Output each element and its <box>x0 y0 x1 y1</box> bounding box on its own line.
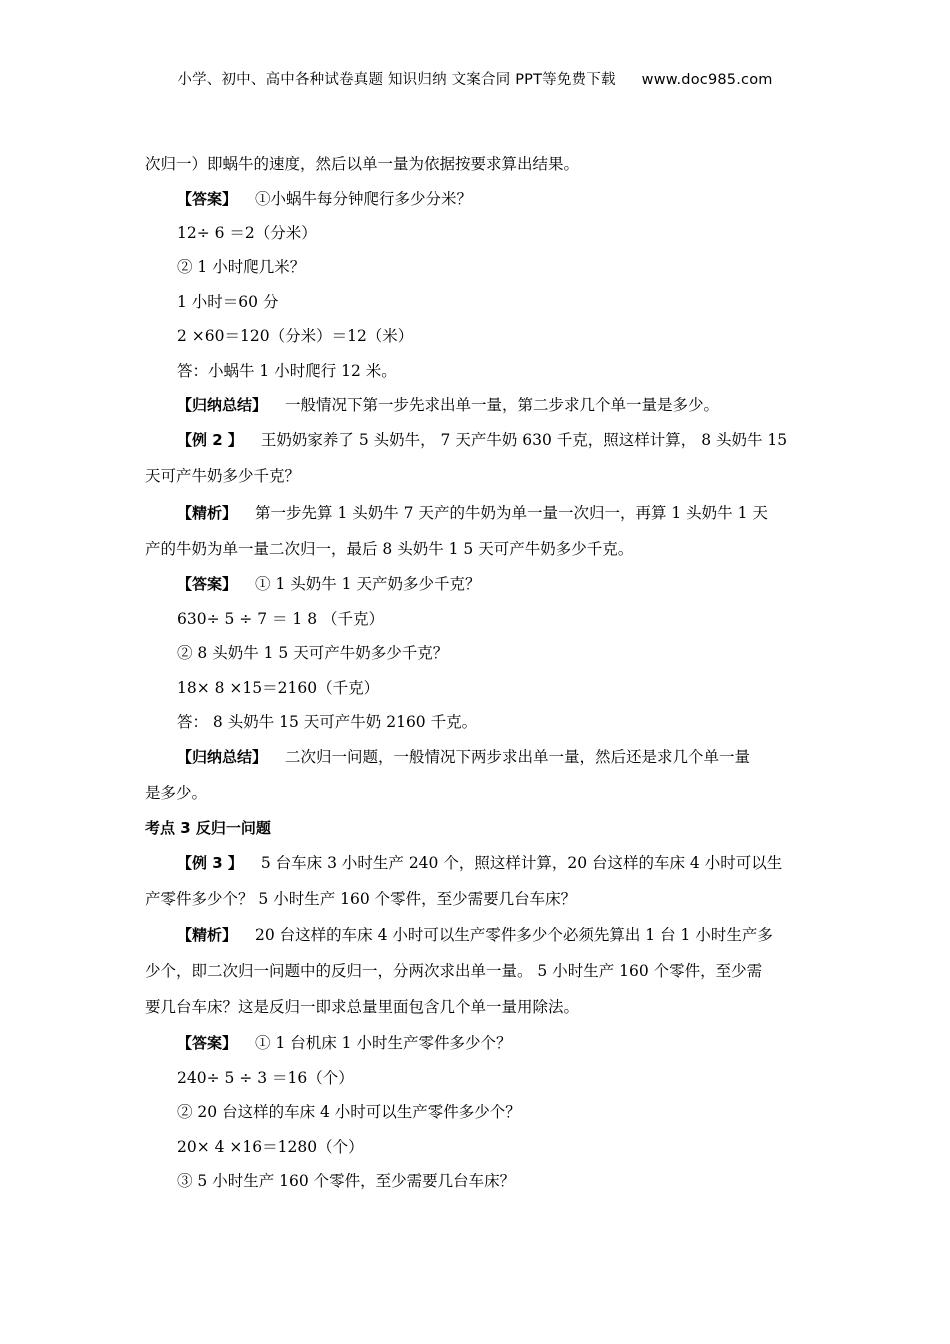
example-line: 【例 2 】 王奶奶家养了 5 头奶牛， 7 天产牛奶 630 千克，照这样计算， 8 头奶牛 15 <box>177 431 788 449</box>
answer-line: 【答案】 ① 1 台机床 1 小时生产零件多少个？ <box>177 1034 512 1052</box>
analysis-line: 【精析】 第一步先算 1 头奶牛 7 天产的牛奶为单一量一次归一，再算 1 头奶牛 1 天 <box>177 504 768 522</box>
text-line: 天可产牛奶多少千克？ <box>145 467 301 485</box>
formula-line: 20× 4 ×16＝1280（个） <box>177 1138 364 1156</box>
text-line: ② 20 台这样的车床 4 小时可以生产零件多少个？ <box>177 1103 521 1121</box>
summary-line: 【归纳总结】 二次归一问题，一般情况下两步求出单一量，然后还是求几个单一量 <box>177 748 751 766</box>
text-line: 次归一）即蜗牛的速度，然后以单一量为依据按要求算出结果。 <box>145 155 580 173</box>
text-line: ③ 5 小时生产 160 个零件，至少需要几台车床？ <box>177 1172 516 1190</box>
text-line: 少个，即二次归一问题中的反归一，分两次求出单一量。 5 小时生产 160 个零件，至少需 <box>145 962 763 980</box>
formula-line: 18× 8 ×15＝2160（千克） <box>177 679 380 697</box>
text-line: 答： 8 头奶牛 15 天可产牛奶 2160 千克。 <box>177 713 478 731</box>
text-line: 要几台车床？这是反归一即求总量里面包含几个单一量用除法。 <box>145 998 580 1016</box>
formula-line: 2 ×60＝120（分米）＝12（米） <box>177 327 414 345</box>
formula-line: 1 小时＝60 分 <box>177 293 279 311</box>
formula-line: 630÷ 5 ÷ 7 ＝ 1 8 （千克） <box>177 610 384 628</box>
header-site: www.doc985.com <box>641 72 773 88</box>
text-line: ② 8 头奶牛 1 5 天可产牛奶多少千克？ <box>177 644 449 662</box>
example-line: 【例 3 】 5 台车床 3 小时生产 240 个，照这样计算，20 台这样的车床 4 小时可以生 <box>177 854 783 872</box>
answer-line: 【答案】 ①小蜗牛每分钟爬行多少分米？ <box>177 190 473 208</box>
text-line: 产零件多少个？ 5 小时生产 160 个零件，至少需要几台车床？ <box>145 890 577 908</box>
header-text: 小学、初中、高中各种试卷真题 知识归纳 文案合同 PPT等免费下载 <box>177 72 616 88</box>
text-line: 产的牛奶为单一量二次归一，最后 8 头奶牛 1 5 天可产牛奶多少千克。 <box>145 540 634 558</box>
section-title: 考点 3 反归一问题 <box>145 819 271 837</box>
page-header <box>0 68 950 89</box>
text-line: ② 1 小时爬几米？ <box>177 258 306 276</box>
text-line: 答：小蜗牛 1 小时爬行 12 米。 <box>177 362 397 380</box>
text-line: 是多少。 <box>145 784 208 802</box>
formula-line: 12÷ 6 ＝2（分米） <box>177 224 317 242</box>
summary-line: 【归纳总结】 一般情况下第一步先求出单一量，第二步求几个单一量是多少。 <box>177 396 720 414</box>
answer-line: 【答案】 ① 1 头奶牛 1 天产奶多少千克？ <box>177 575 481 593</box>
analysis-line: 【精析】 20 台这样的车床 4 小时可以生产零件多少个必须先算出 1 台 1 小时生产多 <box>177 926 773 944</box>
formula-line: 240÷ 5 ÷ 3 ＝16（个） <box>177 1069 354 1087</box>
